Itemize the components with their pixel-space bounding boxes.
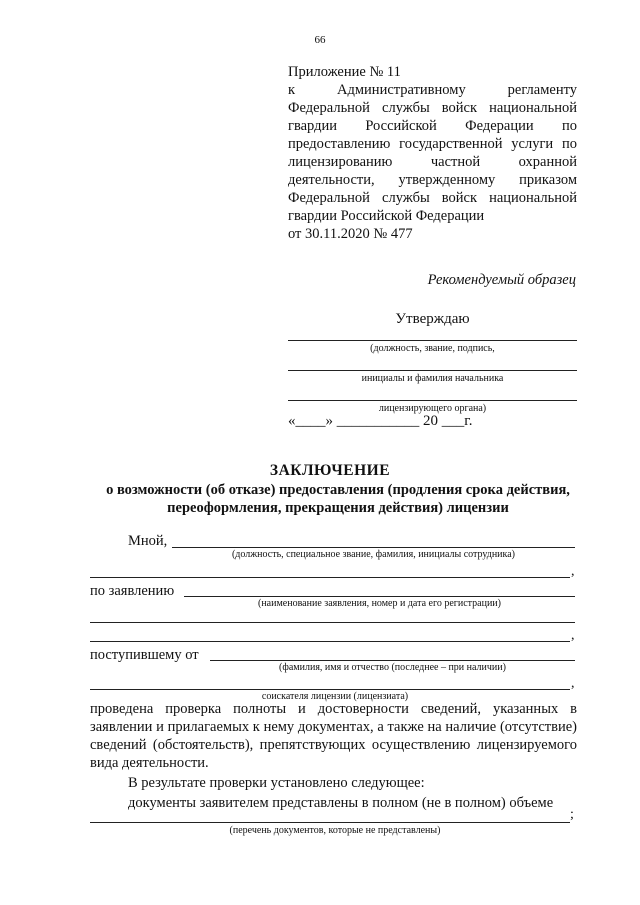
missing-documents-line — [90, 822, 570, 823]
application-line-3 — [90, 641, 570, 642]
by-me-line — [172, 547, 575, 548]
applicant-caption: соискателя лицензии (лицензиата) — [261, 691, 409, 702]
applicant-line — [90, 689, 570, 690]
findings-body — [90, 700, 577, 812]
documents-paragraph: документы заявителем представлены в полном (не в полном) объеме — [128, 795, 554, 811]
appendix-line: Приложение № 11 — [288, 64, 401, 80]
appendix-line: Федеральной службы войск национальной — [288, 190, 577, 206]
missing-documents-caption: (перечень документов, которые не представлены) — [229, 825, 441, 836]
appendix-line: деятельности, утвержденному приказом — [288, 172, 577, 188]
approval-date-line: «____» ___________ 20 ___г. — [288, 413, 473, 429]
by-me-line-2 — [90, 577, 570, 578]
approver-name-line — [288, 370, 577, 371]
approver-position-line — [288, 340, 577, 341]
received-from-caption: (фамилия, имя и отчество (последнее – при наличии) — [279, 662, 506, 673]
verification-paragraph: проведена проверка полноты и достоверности сведений, указанных в заявлении и прилагаемых к нему документах, а также на наличие (отсутствие) сведений (обстоятельств), препятствующих осуществлению лицензируемого вида деятельности. — [90, 701, 577, 771]
application-label: по заявлению — [90, 583, 175, 599]
appendix-line: предоставлению государственной услуги по — [288, 136, 577, 152]
by-me-caption: (должность, специальное звание, фамилия, инициалы сотрудника) — [231, 549, 516, 560]
appendix-header — [288, 63, 577, 243]
appendix-line: гвардии Российской Федерации — [288, 208, 485, 224]
received-from-line — [210, 660, 575, 661]
appendix-line: лицензированию частной охранной — [288, 154, 577, 170]
recommended-sample-label: Рекомендуемый образец — [427, 272, 576, 288]
document-subtitle: о возможности (об отказе) предоставления (продления срока действия, переоформления, прекращения действия) лицензии — [106, 482, 570, 516]
document-title: ЗАКЛЮЧЕНИЕ — [269, 462, 391, 479]
approver-organ-line — [288, 400, 577, 401]
received-from-label: поступившему от — [90, 647, 199, 663]
approve-label: Утверждаю — [395, 311, 470, 327]
semicolon: ; — [570, 807, 574, 822]
by-me-label: Мной, — [128, 533, 168, 549]
approver-caption-1: (должность, звание, подпись, — [370, 343, 495, 354]
comma: , — [571, 676, 575, 691]
result-paragraph: В результате проверки установлено следующее: — [128, 775, 425, 791]
approver-caption-3: лицензирующего органа) — [378, 403, 487, 414]
comma: , — [571, 564, 575, 579]
page-number: 66 — [314, 34, 326, 46]
application-line-2 — [90, 622, 575, 623]
comma: , — [571, 628, 575, 643]
appendix-line: гвардии Российской Федерации по — [288, 118, 577, 134]
application-caption: (наименование заявления, номер и дата его регистрации) — [258, 598, 501, 609]
approver-caption-2: инициалы и фамилия начальника — [361, 373, 504, 384]
appendix-line: Федеральной службы войск национальной — [288, 100, 577, 116]
application-line — [184, 596, 575, 597]
appendix-line: от 30.11.2020 № 477 — [288, 226, 413, 242]
appendix-line: к Административному регламенту — [288, 82, 577, 98]
